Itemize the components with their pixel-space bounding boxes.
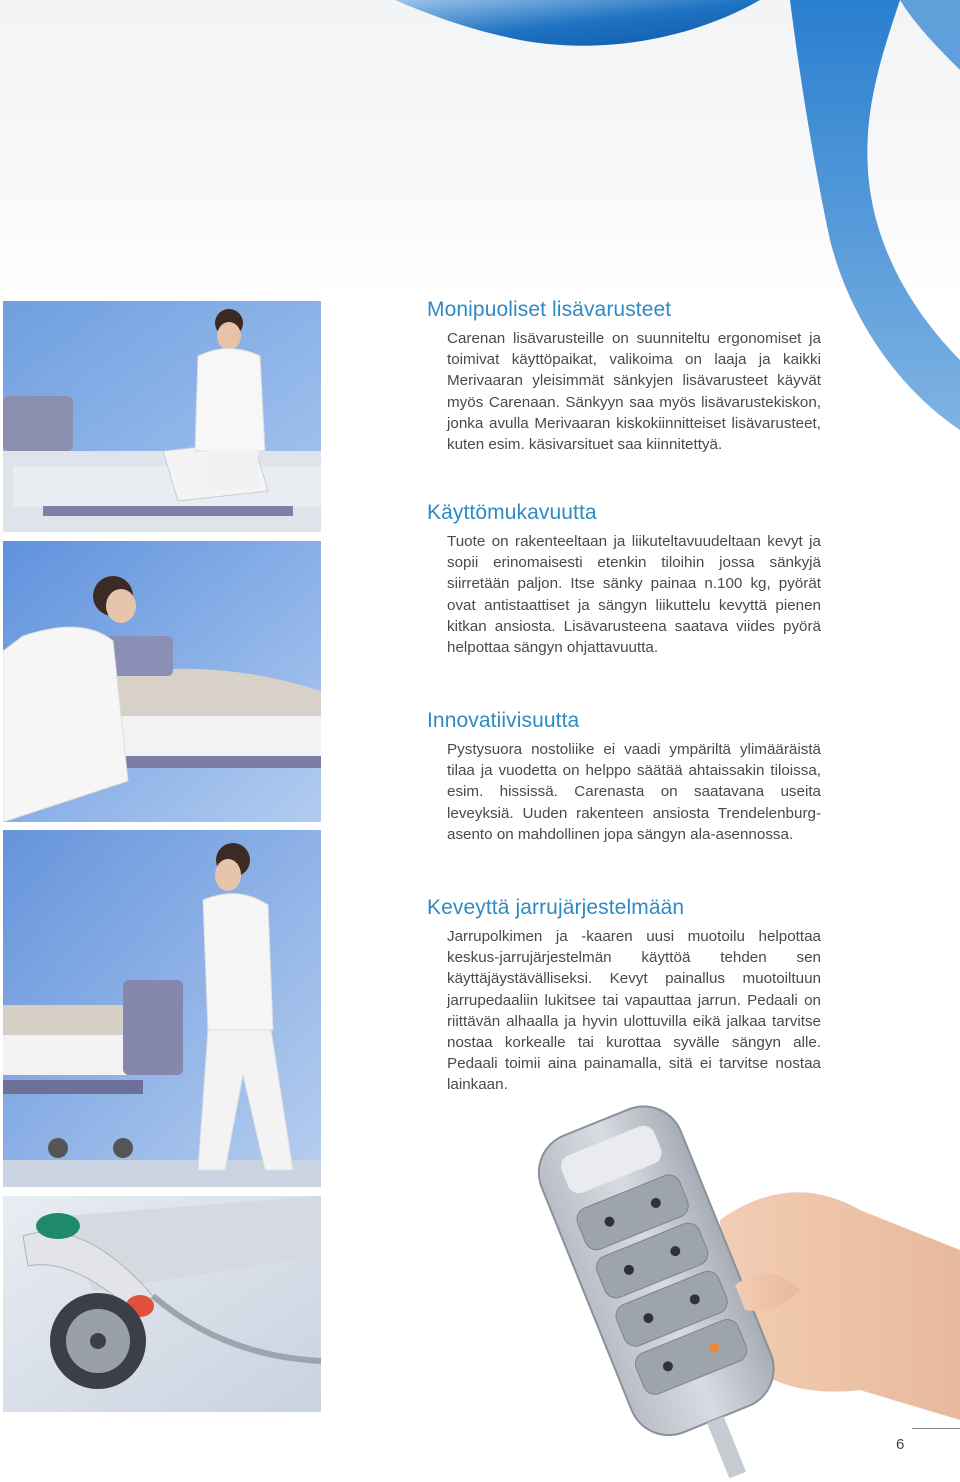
photo-accessories	[3, 301, 321, 532]
section-title: Innovatiivisuutta	[427, 709, 580, 732]
section-accessories	[427, 298, 821, 455]
photo-adjusting-bed	[3, 830, 321, 1187]
section-body: Jarrupolkimen ja -kaaren uusi muotoilu helpottaa keskus-jarrujärjestelmän käyttöä tehden sen käyttäjäystävälliseksi. Kevyt painallus muotoiltuun jarrupedaaliin lukitsee tai vapauttaa jarrun. Pedaali on riittävän alhaalla ja hyvin ulottuvilla eikä jalkaa tarvitse nostaa korkealle tai kurottaa syvälle sängyn alle. Pedaali toimii aina painamalla, sitä ei tarvitse nostaa lainkaan.	[447, 928, 821, 1094]
section-title: Käyttömukavuutta	[427, 501, 597, 524]
section-innovation	[427, 709, 821, 845]
section-body: Tuote on rakenteeltaan ja liikuteltavuudeltaan kevyt ja sopii erinomaisesti etenkin tiloihin jossa sänkyjä siirretään paljon. Itse sänky painaa n.100 kg, pyörät ovat antistaattiset ja sängyn liikuttelu kevyttä pienen kitkan ansiosta. Lisävarusteena saatava viides pyörä helpottaa sängyn ohjattavuutta.	[447, 533, 821, 657]
photo-brake-pedal	[3, 1196, 321, 1412]
page-number: 6	[896, 1436, 905, 1453]
remote-control-image	[530, 1100, 960, 1482]
photo-moving-bed	[3, 541, 321, 822]
section-title: Monipuoliset lisävarusteet	[427, 298, 672, 321]
page-number-rule	[912, 1428, 960, 1429]
section-brake-system	[427, 896, 821, 1096]
section-usability	[427, 501, 821, 658]
section-body: Pystysuora nostoliike ei vaadi ympäriltä ylimääräistä tilaa ja vuodetta on helppo säätää ahtaissakin tiloissa, esim. hississä. Carenasta on saatavana useita leveyksiä. Uuden rakenteen ansiosta Trendelenburg-asento on mahdollinen jopa sängyn ala-asennossa.	[447, 741, 821, 843]
section-body: Carenan lisävarusteille on suunniteltu ergonomiset ja toimivat käyttöpaikat, valikoima on laaja ja kaikki Merivaaran yleisimmät sänkyjen lisävarusteet käyvät myös Carenaan. Sänkyyn saa myös lisävarustekiskon, jonka avulla Merivaaran kiskokiinnitteiset lisävarusteet, kuten esim. käsivarsituet saa kiinnitettyä.	[447, 330, 821, 454]
section-title: Keveyttä jarrujärjestelmään	[427, 896, 685, 919]
